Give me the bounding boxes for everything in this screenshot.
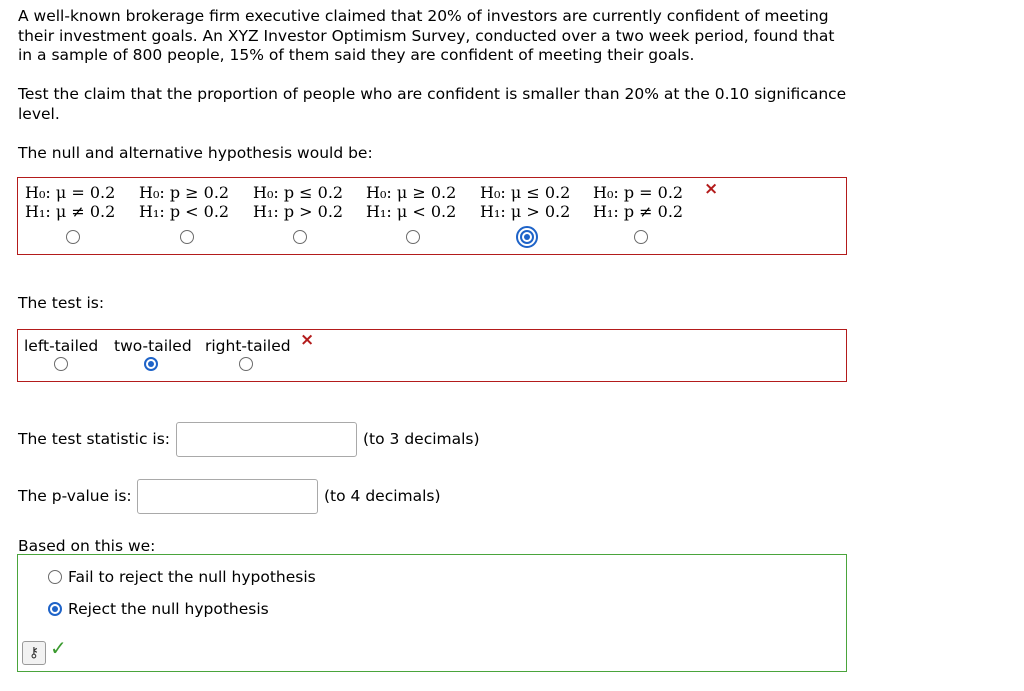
test-type-radio-right[interactable] [239,357,253,371]
question-paragraph-1: A well-known brokerage firm executive claimed that 20% of investors are currently confident of meeting their investment goals. An XYZ Investor Optimism Survey, conducted over a two week period, found that in a sample of 800 people, 15% of them said they are confident of meeting their goals. [18,7,835,64]
conclusion-prompt: Based on this we: [18,537,156,555]
test-type-radio-two[interactable] [144,357,158,371]
hypothesis-option-6-h1: H₁: p ≠ 0.2 [593,202,684,221]
test-type-prompt: The test is: [18,294,105,312]
p-value-input[interactable] [137,479,318,514]
test-type-label-right[interactable]: right-tailed [205,337,291,355]
hypothesis-option-3-h1: H₁: p > 0.2 [253,202,344,221]
conclusion-label-fail[interactable]: Fail to reject the null hypothesis [68,568,316,586]
hypothesis-option-4-h0: H₀: μ ≥ 0.2 [366,183,457,202]
hypothesis-option-2-h0: H₀: p ≥ 0.2 [139,183,230,202]
conclusion-radio-fail[interactable] [48,570,62,584]
hypothesis-option-4-h1: H₁: μ < 0.2 [366,202,457,221]
hypothesis-option-2[interactable] [139,183,229,221]
hypothesis-option-5-h0: H₀: μ ≤ 0.2 [480,183,571,202]
conclusion-radio-reject[interactable] [48,602,62,616]
hypothesis-radio-6[interactable] [634,230,648,244]
hypothesis-option-1[interactable] [25,183,115,221]
hypothesis-option-5[interactable] [480,183,570,221]
key-icon[interactable]: ⚷ [22,641,46,665]
hypothesis-option-4[interactable] [366,183,456,221]
hypothesis-option-1-h0: H₀: μ = 0.2 [25,183,116,202]
hypothesis-radio-3[interactable] [293,230,307,244]
test-type-label-left[interactable]: left-tailed [24,337,99,355]
p-value-label: The p-value is: [18,487,132,505]
question-paragraph-2: Test the claim that the proportion of people who are confident is smaller than 20% at the 0.10 significance level. [18,85,847,123]
test-statistic-hint: (to 3 decimals) [363,430,480,448]
hypothesis-radio-2[interactable] [180,230,194,244]
hypothesis-option-2-h1: H₁: p < 0.2 [139,202,230,221]
hypothesis-incorrect-icon: × [704,179,719,199]
hypothesis-option-1-h1: H₁: μ ≠ 0.2 [25,202,116,221]
test-statistic-input[interactable] [176,422,357,457]
hypothesis-radio-5[interactable] [520,230,534,244]
test-type-label-two[interactable]: two-tailed [114,337,192,355]
hypothesis-option-3-h0: H₀: p ≤ 0.2 [253,183,344,202]
correct-check-icon: ✓ [50,636,67,660]
hypothesis-option-3[interactable] [253,183,343,221]
hypothesis-option-6[interactable] [593,183,683,221]
hypothesis-prompt: The null and alternative hypothesis would be: [18,144,373,162]
hypothesis-option-6-h0: H₀: p = 0.2 [593,183,684,202]
hypothesis-radio-4[interactable] [406,230,420,244]
test-statistic-label: The test statistic is: [18,430,170,448]
hypothesis-radio-1[interactable] [66,230,80,244]
test-type-incorrect-icon: × [300,330,315,350]
p-value-hint: (to 4 decimals) [324,487,441,505]
test-type-radio-left[interactable] [54,357,68,371]
hypothesis-option-5-h1: H₁: μ > 0.2 [480,202,571,221]
conclusion-label-reject[interactable]: Reject the null hypothesis [68,600,269,618]
